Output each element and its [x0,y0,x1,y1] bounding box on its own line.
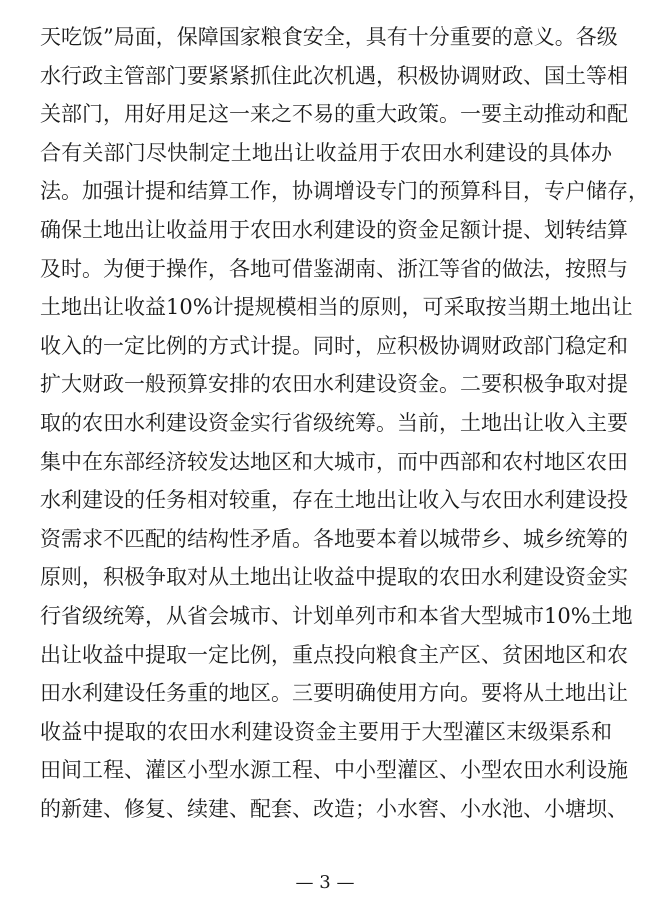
text-line: 原则，积极争取对从土地出让收益中提取的农田水利建设资金实 [40,565,628,590]
text-line: 确保土地出让收益用于农田水利建设的资金足额计提、划转结算 [40,217,628,242]
text-line: 出让收益中提取一定比例，重点投向粮食主产区、贫困地区和农 [40,642,628,667]
text-line: 土地出让收益10%计提规模相当的原则，可采取按当期土地出让 [40,295,633,320]
text-line: 收益中提取的农田水利建设资金主要用于大型灌区末级渠系和 [40,719,612,744]
text-line: 合有关部门尽快制定土地出让收益用于农田水利建设的具体办 [40,140,612,165]
text-line: 的新建、修复、续建、配套、改造；小水窖、小水池、小塘坝、 [40,796,628,821]
text-line: 扩大财政一般预算安排的农田水利建设资金。二要积极争取对提 [40,372,628,397]
text-line: 资需求不匹配的结构性矛盾。各地要本着以城带乡、城乡统筹的 [40,526,628,551]
body-text [40,18,649,828]
text-line: 取的农田水利建设资金实行省级统筹。当前，土地出让收入主要 [40,410,628,435]
text-line: 关部门，用好用足这一来之不易的重大政策。一要主动推动和配 [40,102,628,127]
text-line: 及时。为便于操作，各地可借鉴湖南、浙江等省的做法，按照与 [40,256,628,281]
text-line: 行省级统筹，从省会城市、计划单列市和本省大型城市10%土地 [40,603,633,628]
text-line: 集中在东部经济较发达地区和大城市，而中西部和农村地区农田 [40,449,628,474]
text-line: 田水利建设任务重的地区。三要明确使用方向。要将从土地出让 [40,681,628,706]
text-line: 水利建设的任务相对较重，存在土地出让收入与农田水利建设投 [40,488,628,513]
text-line: 水行政主管部门要紧紧抓住此次机遇，积极协调财政、国土等相 [40,63,628,88]
text-line: 收入的一定比例的方式计提。同时，应积极协调财政部门稳定和 [40,333,628,358]
page-number: — 3 — [295,872,355,893]
text-line: 天吃饭”局面，保障国家粮食安全，具有十分重要的意义。各级 [40,25,618,49]
text-line: 法。加强计提和结算工作，协调增设专门的预算科目，专户储存， [40,179,649,204]
text-line: 田间工程、灌区小型水源工程、中小型灌区、小型农田水利设施 [40,758,628,783]
